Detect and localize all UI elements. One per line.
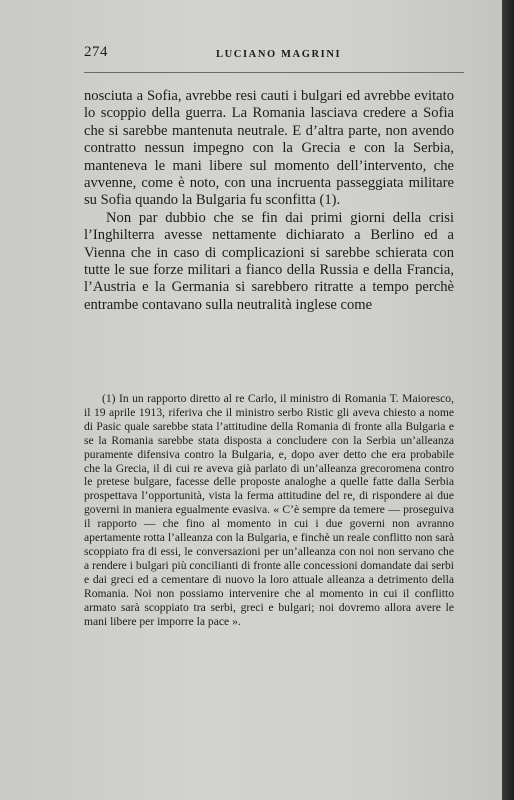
page-header [84,44,456,66]
body-text [84,88,454,314]
book-edge [502,0,514,800]
running-head: LUCIANO MAGRINI [216,49,342,60]
page-number: 274 [84,44,108,60]
body-paragraph: Non par dubbio che se fin dai primi giorni della crisi l’Inghilterra avesse nettamente dichiarato a Berlino ed a Vienna che in caso di complicazioni si sarebbe schierata con tutte le sue forze militari a fianco della Russia e della Francia, l’Austria e la Germania si sarebbero ritratte a tempo perchè entrambe contavano sulla neutralità inglese come [84,209,454,313]
header-rule [84,72,464,73]
footnotes [84,392,454,628]
footnote: (1) In un rapporto diretto al re Carlo, il ministro di Romania T. Maioresco, il 19 aprile 1913, riferiva che il ministro serbo Ristic gli aveva chiesto a nome di Pasic quale sarebbe stata l’attitudine della Romania di fronte alla Bulgaria e se la Romania sarebbe stata disposta a concludere con la Serbia un’alleanza puramente difensiva contro la Bulgaria, e, dopo aver detto che era probabile che la Grecia, il di cui re aveva già parlato di un’alleanza grecoromena contro le pretese bulgare, facesse delle proposte analoghe a quelle fatte dalla Serbia prospettava l’opportunità, vista la ferma attitudine del re, di rispondere ai due governi in maniera egualmente evasiva. « C’è sempre da temere — proseguiva il rapporto — che fino al momento in cui i due governi non avranno apertamente rotta l’alleanza con la Bulgaria, e finchè un reale conflitto non sarà scoppiato fra di essi, le conversazioni per un’alleanza con noi non servano che a rendere i bulgari più concilianti di fronte alle concessioni domandate dai serbi e dai greci ed a cementare di nuovo la loro attuale alleanza a detrimento della Romania. Noi non possiamo intervenire che al momento in cui il conflitto armato sarà scoppiato tra serbi, greci e bulgari; noi dovremo allora avere le mani libere per imporre la pace ». [84,392,454,628]
body-paragraph: nosciuta a Sofia, avrebbe resi cauti i bulgari ed avrebbe evitato lo scoppio della guerra. La Romania lasciava credere a Sofia che si sarebbe mantenuta neutrale. E d’altra parte, non avendo contratto nessun impegno con la Grecia e con la Serbia, manteneva le mani libere sul momento dell’intervento, che avvenne, come è noto, con una incruenta passeggiata militare su Sofia quando la Bulgaria fu sconfitta (1). [84,88,454,209]
